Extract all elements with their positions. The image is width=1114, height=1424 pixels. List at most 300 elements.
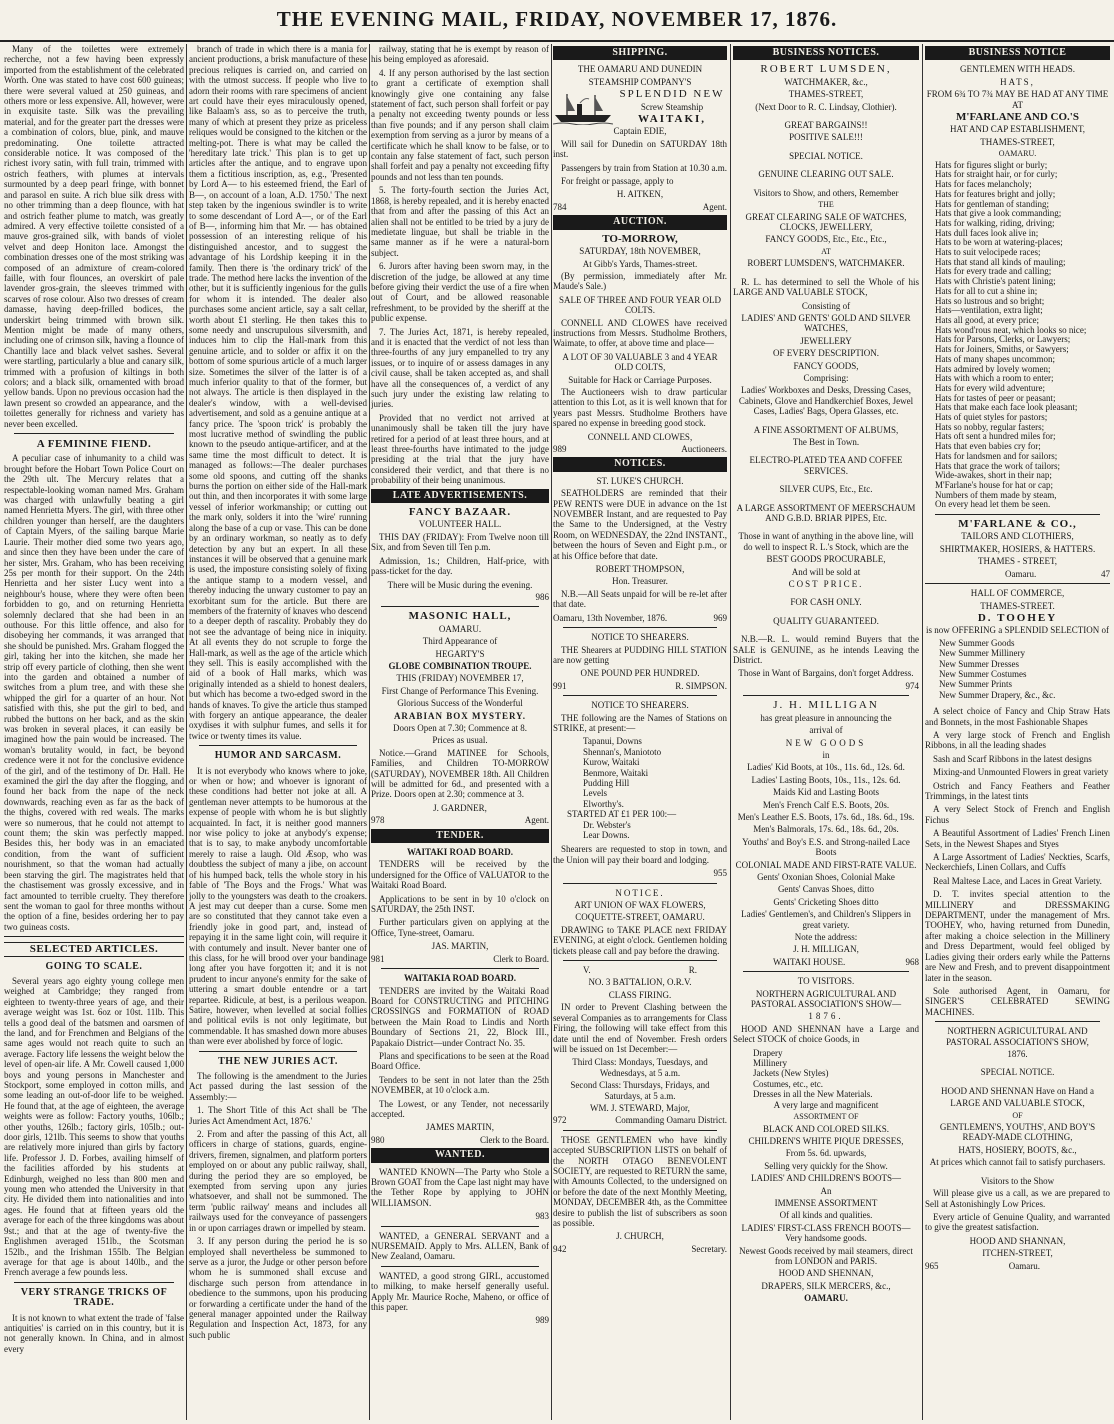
art-union-text: DRAWING to TAKE PLACE next FRIDAY EVENING, at eight o'clock. Gentlemen holding tickets please call and pay before the drawing. bbox=[553, 924, 727, 956]
thames-street: THAMES-STREET, bbox=[980, 136, 1055, 147]
feminine-fiend-article: A peculiar case of inhumanity to a child was brought before the Hobart Town Police Court on the 29th ult. The Mercury relates that a respectable-looking woman named Mrs. Graham was charged with unlawfully beating a girl named Henrietta Myers. The girl, with three other children younger than herself, are the daughters of Captain Myers, of the sailing barque Marie Laurie. Their mother died some two years ago, and since then they have been under the care of her sister, Mrs. Graham, who has been receiving 25s per month for their support. On the 24th Henrietta and her sister Lucy went into a neighbour's house, where they were often been forbidden to go, and on returning Henrietta solemnly declared that she had been in an outhouse. For this little offence, and also for disobeying her commands, it was arranged that she should be punished. Mrs. Graham flogged the girl, taking her into the kitchen, she made her strip off every particle of clothing, then she went into the garden and obtained a number of switches from a plum tree, and with these she whipped the girl for a quarter of an hour. Not satisfied with this, she put the girl to bed, and rubbed the buttons on her back, and as the skin was broken in several places, it can easily be imagined how the pain would be increased. The woman's brutality would, in fact, be beyond credence were it not for the conclusive evidence of the girl, and of the testimony of Dr. Hall. He examined the girl the day after the flogging, and found her back from the nape of the neck downwards, reaching even as far as the back of the thighs, covered with red weals. The marks were so numerous, that he could not attempt to count them; the skin was perfectly mapped. Besides this, her body was in an emaciated condition, from the want of sufficient nourishment, so that the woman had actually been starving the girl. The magistrates held that the chastisement was grossly excessive, and in fact amounted to terrible cruelty. They therefore sent the woman to gaol for three months without the option of a fine, besides ordering her to pay two guineas costs. bbox=[4, 453, 184, 932]
jewellery-line: JEWELLERY bbox=[800, 335, 852, 346]
feminine-fiend-heading: A FEMININE FIEND. bbox=[36, 438, 152, 451]
very-large: A very large and magnificent bbox=[773, 1099, 879, 1110]
thames-street-3: THAMES-STREET. bbox=[980, 600, 1055, 611]
masonic-line: Glorious Success of the Wonderful bbox=[397, 698, 523, 709]
class-firing-title: CLASS FIRING. bbox=[608, 989, 672, 1000]
hat-line: Hats that even babies cry for; bbox=[935, 441, 1041, 452]
hat-line: Hats that make each face look pleasant; bbox=[935, 402, 1078, 413]
hat-line: Hats to be worn at watering-places; bbox=[935, 237, 1063, 248]
hat-establishment: HAT AND CAP ESTABLISHMENT, bbox=[949, 124, 1086, 135]
ribbons: A very large stock of French and English Ribbons, in all the leading shades bbox=[925, 729, 1110, 751]
shearers2-note: Shearers are requested to stop in town, and the Union will pay their board and lodging. bbox=[553, 844, 727, 865]
vr-line bbox=[553, 965, 727, 975]
of-word: OF bbox=[1012, 1110, 1023, 1120]
linen-sets: A Beautiful Assortment of Ladies' French Linen Sets, in the Newest Shapes and Styes bbox=[925, 828, 1110, 849]
albums-best: The Best in Town. bbox=[792, 436, 860, 447]
humor-article: It is not everybody who knows where to joke, or when or how; and whoever is ignorant of these conditions had better not joke at all. A gentleman never attempts to be humorous at the expense of people with whom he is but slightly acquainted. In fact, it is neither good manners nor wise policy to joke at anybody's expense; that is to say, to make anybody uncomfortable merely to raise a laugh. Old Æsop, who was doubtless the subject of many a jibe, on account of his humped back, tells the whole story in his fable of 'The Boys and the Frogs.' What was jolly to the youngsters was death to the croakers. A jest may cut deeper than a curse. Some men are so constituted that they cannot take even a friendly joke in good part, and, instead of repaying it in the same light coin, will require it with contumely and insult. Never banter one of this class, for he will brood over your bandinage long after you have forgotten it; and it is not prudent to incur anyone's enmity for the sake of uttering a smart double entendre or a tart repartee. Ridicule, at best, is a perilous weapon. Satire, however, when levelled at social follies and political evils is not only legitimate, but commendable. It has smashed down more abuses than were ever abolished by force of logic. bbox=[189, 765, 367, 1047]
ad-number: 955 bbox=[713, 868, 727, 879]
waitakia-tender-text: Plans and specifications to be seen at the Road Board Office. bbox=[371, 1050, 549, 1072]
summer-list bbox=[925, 638, 1110, 700]
summer-item: New Summer Dresses bbox=[939, 658, 1019, 669]
northern-show: NORTHERN AGRICULTURAL AND PASTORAL ASSOCIATION'S SHOW— bbox=[750, 988, 902, 1010]
ad-number: 989 bbox=[553, 444, 567, 454]
waitakia-role: Clerk to the Board. bbox=[480, 1134, 549, 1145]
ad-number: 942 bbox=[553, 1243, 567, 1254]
hood-signature: HOOD AND SHENNAN, bbox=[778, 1268, 874, 1279]
shearers-signature: R. SIMPSON. bbox=[675, 680, 727, 691]
juries-proviso: Provided that no verdict not arrived at unanimously shall be taken till the jury have retired for a period of at least three hours, and at least three-fourths have intimated to the judge presiding at the trial that the jury have considered their verdict, and that there is no probability of their being unanimous. bbox=[371, 412, 549, 486]
readymade-clothing: GENTLEMEN'S, YOUTHS', AND BOY'S READY-MADE CLOTHING, bbox=[939, 1122, 1096, 1143]
hat-line: Hats so lustrous and so bright; bbox=[935, 295, 1045, 306]
hat-line: Hats for walking, riding, driving; bbox=[935, 217, 1055, 228]
going-to-scale-article: Several years ago eighty young college men weighed at Cambridge; they ranged from eighteen to twenty-three years of age, and their average weight was 1st. 6oz or 10st. 11lb. This tells a good deal of the batsmen and oarsmen of the land, and for Frenchmen and Belgians of the same ages would not reach quite to such an average. Factory life lessens the weight below the level of open-air life. A Mr. Cowell caused 1,000 boys and young persons in Manchester and Stockport, some employed in cotton mills, and some leading an out-of-door life to be weighed. He found that, at the age of eighteen, the average weights were as follow: Factory youths, 106lb.; other youths, 126lb.; factory girls, 105lb.; out-door girls, 121lb. This seems to show that youths are relatively more injured than girls by factory life. Professor J. D. Forbes, availing himself of the facilities afforded by his students at Edinburgh, weighed no less than 800 men and young men who attended the University in that city. He divided them into nationalities and into ages. He found that at fifteen years old the average for each of the three kingdoms was about 9st.; and that at the age of twenty-five the Englishmen averaged 151lb., the Scotsman 152lb., and the Irishman 155lb. The Belgian average for that age is about 140lb., and the French average a few pounds less. bbox=[4, 975, 184, 1278]
special-notice-2: SPECIAL NOTICE. bbox=[980, 1067, 1055, 1078]
column-rule bbox=[186, 44, 187, 1420]
immense-assortment: IMMENSE ASSORTMENT bbox=[774, 1198, 878, 1209]
divider bbox=[14, 1282, 174, 1283]
st-lukes-title: ST. LUKE'S CHURCH. bbox=[596, 475, 684, 486]
ship-captain: Captain EDIE, bbox=[613, 126, 667, 137]
juries-section-7: 7. The Juries Act, 1871, is hereby repealed, and it is enacted that the verdict of not less than three-fourths of any jury empanelled to try any issues, or to inquire of or assess damages in any civil cause, shall be taken accepted as, and shall have all the consequences of, a verdict of any such jury under the existing law relating to juries. bbox=[371, 326, 549, 410]
milligan-arrival: arrival of bbox=[809, 725, 843, 736]
station-item: Levels bbox=[583, 788, 607, 799]
vr-r: R. bbox=[688, 965, 697, 976]
auction-lot: A LOT OF 30 VALUABLE 3 and 4 YEAR OLD COLTS, bbox=[562, 351, 718, 373]
genuine-sale: GENUINE CLEARING OUT SALE. bbox=[758, 169, 894, 180]
hat-line: Hats for every wild adventure; bbox=[935, 382, 1045, 393]
hat-line: Hats for landsmen and for sailors; bbox=[935, 450, 1058, 461]
newspaper-title: THE EVENING MAIL, FRIDAY, NOVEMBER 17, 1876. bbox=[276, 7, 838, 31]
hat-line: Hats to suit velocipede races; bbox=[935, 247, 1041, 258]
ad-number: 784 bbox=[553, 201, 567, 212]
st-lukes-text: SEATHOLDERS are reminded that their PEW RENTS were DUE in advance on the 1st NOVEMBER Instant, and are requested to Pay the Same to the Undersigned, at the Vestry Room, on WEDNESDAY, the 22nd INSTANT., between the hours of Seven and Eight p.m., or at his Office before that date. bbox=[553, 488, 727, 561]
going-to-scale-heading: GOING TO SCALE. bbox=[45, 960, 143, 972]
masonic-mystery: ARABIAN BOX MYSTERY. bbox=[393, 710, 527, 721]
boot-item: Ladies' Lasting Boots, 10s., 11s., 12s. 6d. bbox=[751, 774, 901, 785]
hat-line: Hats admired by lovely women; bbox=[935, 363, 1051, 374]
feathers: Ostrich and Fancy Feathers and Feather Trimmings, in the latest tints bbox=[925, 780, 1110, 801]
bazaar-admission: Admission, 1s.; Children, Half-price, with pass-ticket for the day. bbox=[371, 555, 549, 577]
masonic-signature: J. GARDNER, bbox=[433, 802, 487, 813]
hat-line: Hats with which a room to enter; bbox=[935, 373, 1054, 384]
lumsden-next-door: (Next Door to R. C. Lindsay, Clothier). bbox=[755, 101, 897, 112]
ad-number: 983 bbox=[535, 1211, 549, 1222]
wanted-known-ad: WANTED KNOWN—The Party who Stole a Brown GOAT from the Cape last night may have the Tether Rope by applying to JOHN WILLIAMSON. bbox=[371, 1166, 549, 1208]
auction-role: Auctioneers. bbox=[681, 444, 727, 454]
column-rule bbox=[551, 44, 552, 1420]
colonial-made: COLONIAL MADE AND FIRST-RATE VALUE. bbox=[735, 859, 917, 870]
maltese-lace: Real Maltese Lace, and Laces in Great Variety. bbox=[933, 875, 1102, 886]
positive-sale: POSITIVE SALE!!! bbox=[789, 132, 863, 143]
bazaar-music: There will be Music during the evening. bbox=[387, 579, 533, 590]
hat-line: Hats wond'rous neat, which looks so nice; bbox=[935, 324, 1087, 335]
auction-text: CONNELL AND CLOWES have received instructions from Messrs. Studholme Brothers, Waimate, to offer, at above time and place— bbox=[553, 317, 727, 349]
milligan-announce: has great pleasure in announcing the bbox=[760, 712, 892, 723]
masonic-hall-title: MASONIC HALL, bbox=[408, 610, 512, 623]
divider bbox=[199, 745, 357, 746]
hat-line: Hats that grace the work of tailors; bbox=[935, 460, 1060, 471]
firing-text: IN order to Prevent Clashing between the several Companies as to arrangements for Class Firing, the following will take effect from this date until the end of November. Fresh orders will be issued on 1st December:— bbox=[553, 1002, 727, 1054]
divider bbox=[563, 960, 717, 961]
hat-line: Hats that stand all kinds of mauling; bbox=[935, 256, 1066, 267]
gentlemen-heads: GENTLEMEN WITH HEADS. bbox=[959, 64, 1076, 75]
hall-commerce: HALL OF COMMERCE, bbox=[970, 588, 1065, 599]
auction-heading: AUCTION. bbox=[553, 215, 727, 229]
business-notices-heading: BUSINESS NOTICES. bbox=[733, 46, 919, 60]
nb-note: N.B.—R. L. would remind Buyers that the SALE is GENUINE, as he intends Leaving the District. bbox=[733, 634, 919, 666]
toohey-name: D. TOOHEY bbox=[977, 611, 1058, 624]
shearers2-title: NOTICE TO SHEARERS. bbox=[591, 700, 689, 711]
hat-line: Hats that give a look commanding; bbox=[935, 208, 1062, 219]
mfarlane-co: M'FARLANE & CO., bbox=[958, 518, 1077, 531]
silver-cups: SILVER CUPS, Etc., Etc. bbox=[779, 484, 873, 495]
auction-place: At Gibb's Yards, Thames-street. bbox=[582, 258, 698, 269]
third-class: Third Class: Mondays, Tuesdays, and Wednesdays, at 5 a.m. bbox=[572, 1057, 708, 1078]
french-fichus: A very Select Stock of French and English Fichus bbox=[925, 804, 1110, 825]
want-bargains: Those in Want of Bargains, don't forget Address. bbox=[738, 668, 914, 679]
column-4 bbox=[553, 44, 727, 1420]
art-union-title: ART UNION OF WAX FLOWERS, bbox=[574, 900, 706, 911]
sold-at: And will be sold at bbox=[791, 566, 861, 577]
column-3 bbox=[371, 44, 549, 1420]
visitors-remember: Visitors to Show, and others, Remember bbox=[753, 187, 899, 198]
station-item: Benmore, Waitaki bbox=[583, 767, 649, 778]
auction-date: SATURDAY, 18th NOVEMBER, bbox=[579, 246, 701, 257]
st-lukes-role: Hon. Treasurer. bbox=[612, 576, 668, 587]
subscription-role: Secretary. bbox=[691, 1243, 727, 1254]
station-item: Shennan's, Maniototo bbox=[583, 746, 662, 757]
will-please: Will please give us a call, as we are prepared to Sell at Astonishingly Low Prices. bbox=[925, 1188, 1110, 1209]
waitaki-board-title: WAITAKI ROAD BOARD. bbox=[406, 847, 514, 858]
waitakia-board-title: WAITAKIA ROAD BOARD. bbox=[403, 973, 517, 984]
mfarlane-name: M'FARLANE AND CO.'S bbox=[956, 111, 1079, 124]
column-5 bbox=[733, 44, 919, 1420]
divider bbox=[935, 514, 1100, 515]
waitakia-signature: JAMES MARTIN, bbox=[426, 1122, 494, 1133]
tailors: TAILORS AND CLOTHIERS, bbox=[961, 531, 1074, 542]
battalion-title: NO. 3 BATTALION, O.R.V. bbox=[588, 977, 692, 988]
juries-section-3: 3. If any person during the period he is so employed shall nevertheless be summoned to serve as a juror, the Judge or other person before whom he is summoned shall excuse and discharge such person from attendance in obedience to the summons, upon his producing or forwarding a certificate under the hand of the general manager appointed under the Railway Regulation and Inspection Act, 1873, for any such public bbox=[189, 1236, 367, 1340]
summer-item: New Summer Goods bbox=[939, 637, 1015, 648]
ad-number: 47 bbox=[1101, 568, 1110, 579]
oamaru-2: Oamaru. bbox=[1005, 568, 1037, 579]
show-year-2: 1876. bbox=[1007, 1048, 1028, 1059]
wanted-servant-ad: WANTED, a GENERAL SERVANT and a NURSEMAID. Apply to Mrs. ALLEN, Bank of New Zealand, Oamaru. bbox=[371, 1230, 549, 1262]
ship-sail: Will sail for Dunedin on SATURDAY 18th inst. bbox=[553, 138, 727, 160]
boots-ladies: LADIES' AND CHILDREN'S BOOTS— bbox=[751, 1173, 901, 1184]
column-2 bbox=[189, 44, 367, 1420]
note-address: Note the address: bbox=[794, 932, 858, 942]
waitaki-signature: JAS. MARTIN, bbox=[431, 941, 489, 952]
strange-tricks-article: It is not known to what extent the trade of 'false antiquities' is carried on in this country, but it is not generally known. In China, and in almost every bbox=[4, 1312, 184, 1354]
bazaar-hall: VOLUNTEER HALL. bbox=[418, 519, 502, 530]
ship-signature: H. AITKEN, bbox=[616, 189, 664, 200]
waitakia-tender-text: The Lowest, or any Tender, not necessarily accepted. bbox=[371, 1098, 549, 1119]
started-item: Dr. Webster's bbox=[583, 819, 631, 830]
strange-tricks-heading: VERY STRANGE TRICKS OF TRADE. bbox=[20, 1286, 168, 1309]
french-boots: LADIES' FIRST-CLASS FRENCH BOOTS—Very handsome goods. bbox=[741, 1222, 911, 1244]
juries-section-5: 5. The forty-fourth section the Juries Act, 1868, is hereby repealed, and it is hereby enacted that from and after the passing of this Act an alien shall not be entitled to be tried by a jury de medietate linguae, but shall be triable in the same manner as if he were a natural-born subject. bbox=[371, 185, 549, 258]
in-word: in bbox=[822, 749, 830, 760]
juries-section-4: 4. If any person authorised by the last section to grant a certificate of exemption shall knowingly give one containing any false statement of fact, such person shall forfeit or pay a penalty not exceeding twenty pounds or less than five pounds; and if any person shall claim exemption from serving as a juror by means of a certificate which he shall know to be false, or to contain any false statement of fact, such person shall forfeit and pay a penalty not exceeding fifty pounds and not less than ten pounds. bbox=[371, 67, 549, 182]
lumsden-trade: WATCHMAKER, &c., bbox=[784, 76, 868, 87]
hat-line: Hats for every trade and calling; bbox=[935, 266, 1052, 277]
ad-number: 974 bbox=[905, 680, 919, 691]
column-rule bbox=[730, 44, 731, 1420]
boot-item: Ladies' Kid Boots, at 10s., 11s. 6d., 12s. 6d. bbox=[747, 762, 905, 773]
steamship-icon bbox=[553, 91, 613, 125]
great-clearing-sale: GREAT CLEARING SALE OF WATCHES, CLOCKS, JEWELLERY, bbox=[745, 211, 907, 232]
slipper-item: Gents' Canvas Shoes, ditto bbox=[777, 884, 875, 895]
notices-heading: NOTICES. bbox=[553, 457, 727, 471]
hats-list bbox=[925, 161, 1110, 510]
shearers-title: NOTICE TO SHEARERS. bbox=[591, 632, 689, 643]
column-1 bbox=[4, 44, 184, 1420]
lumsden-shop: ROBERT LUMSDEN'S, WATCHMAKER. bbox=[747, 258, 905, 269]
the-word: THE bbox=[818, 200, 834, 210]
drapery-item: Dresses in all the New Materials. bbox=[753, 1089, 873, 1100]
hood2-signature: HOOD AND SHANNAN, bbox=[969, 1235, 1066, 1246]
auction-suitable: Suitable for Hack or Carriage Purposes. bbox=[568, 374, 712, 385]
ad-number: 980 bbox=[371, 1134, 385, 1145]
art-union-address: COQUETTE-STREET, OAMARU. bbox=[575, 912, 705, 923]
newest-goods: Newest Goods received by mail steamers, direct from LONDON and PARIS. bbox=[739, 1245, 913, 1267]
pique-dresses: CHILDREN'S WHITE PIQUE DRESSES, bbox=[748, 1136, 904, 1146]
meerschaum-pipes: A LARGE ASSORTMENT OF MEERSCHAUM AND G.B.D. BRIAR PIPES, Etc. bbox=[736, 502, 916, 523]
station-item: Kurow, Waitaki bbox=[583, 757, 640, 768]
to-visitors: TO VISITORS. bbox=[797, 976, 855, 987]
divider bbox=[381, 606, 539, 607]
drapery-item: Drapery bbox=[753, 1047, 783, 1058]
great-bargains: GREAT BARGAINS!! bbox=[784, 120, 868, 131]
hat-line: Hats for features bright and jolly; bbox=[935, 188, 1056, 199]
business-notice-heading: BUSINESS NOTICE bbox=[925, 46, 1110, 60]
toilettes-article: Many of the toilettes were extremely recherche, not a few having been expressly imported from the establishment of the celebrated Worth. One was stated to have cost 600 guineas; there were several valued at 250 guineas, and others more or less expensive. All, however, were in exquisite taste. Silk was the prevailing material, and for the greater part the dresses were a combination of colors, blue, pink, and mauve predominating. One toilette attracted considerable notice. It was composed of the richest ivory satin, with full train, trimmed with ostrich feathers, with plumes at intervals surmounted by a deep pearl fringe, with bonnet and parasol en suite. A rich blue silk dress with no other trimming than a deep flounce, with hat and ostrich feather plume to match, was greatly admired. A very effective toilette consisted of a mauve gros-grained silk, with bands of violet velvet and deep Honiton lace. Amongst the combination dresses one of the most striking was composed of an admixture of cream-colored faille, with four flounces, an overskirt of pale lavender gros-grain, the sleeves trimmed with scarves of rose colour. Also two dresses of cream damasse, having deep-frilled bodices, the underskirt being trimmed with brown silk. Mention might be made of many others, including one of crimson silk, having a flounce of Chantilly lace and black velvet sashes. Several were startling, particularly a blue and canary silk, trimmed with a profusion of kiltings in both colors; and a black silk, ornamented with broad yellow bands. Upon no previous occasion had the lawn present so crowded an appearance, and the toilettes generally for richness and variety has never been excelled. bbox=[4, 44, 184, 429]
milligan-name: J. H. MILLIGAN bbox=[773, 699, 879, 712]
divider bbox=[563, 883, 717, 884]
northern-show-2: NORTHERN AGRICULTURAL AND PASTORAL ASSOCIATION'S SHOW, bbox=[946, 1026, 1089, 1047]
drapery-list bbox=[733, 1048, 919, 1100]
hat-line: Numbers of them made by steam, bbox=[935, 489, 1057, 500]
hat-line: Hats for Parsons, Clerks, or Lawyers; bbox=[935, 334, 1071, 345]
hat-line: Hats for Joiners, Smiths, or Sawyers; bbox=[935, 344, 1069, 355]
boot-item: Youths' and Boy's E.S. and Strong-nailed Lace Boots bbox=[742, 836, 910, 858]
wanted-heading: WANTED. bbox=[371, 1148, 549, 1162]
summer-item: New Summer Drapery, &c., &c. bbox=[939, 689, 1056, 700]
toohey-offering: is now OFFERING a SPLENDID SELECTION of bbox=[926, 625, 1109, 636]
juries-intro: The following is the amendment to the Juries Act passed during the last session of the Assembly:— bbox=[189, 1071, 367, 1102]
hat-line: Hats for figures slight or burly; bbox=[935, 159, 1048, 170]
prices-satisfy: At prices which cannot fail to satisfy purchasers. bbox=[929, 1157, 1106, 1168]
slippers-list bbox=[733, 872, 919, 930]
singer-agent: Sole authorised Agent, in Oamaru, for SINGER'S CELEBRATED SEWING MACHINES. bbox=[925, 985, 1110, 1017]
hood-role: DRAPERS, SILK MERCERS, &c., bbox=[761, 1280, 891, 1291]
summer-item: New Summer Millinery bbox=[939, 648, 1025, 659]
watches-line: LADIES' AND GENTS' GOLD AND SILVER WATCHES, bbox=[741, 312, 911, 334]
boot-item: Men's Balmorals, 17s. 6d., 18s. 6d., 20s. bbox=[753, 824, 899, 835]
auction-permission: (By permission, immediately after Mr. Maude's Sale.) bbox=[553, 270, 727, 292]
pique-price: From 5s. 6d. upwards, bbox=[785, 1148, 867, 1159]
tender-heading: TENDER. bbox=[371, 829, 549, 843]
waitakia-tender-text: TENDERS are invited by the Waitaki Road Board for CONSTRUCTING and PITCHING CROSSINGS and FORMATION of ROAD between the Main Road to Lindis and North Boundary of Sections 21, 22, Block III., Papakaio District—under Contract No. 35. bbox=[371, 985, 549, 1048]
masonic-line: Prices as usual. bbox=[432, 735, 488, 746]
best-goods: BEST GOODS PROCURABLE, bbox=[766, 554, 886, 565]
boot-item: Maids Kid and Lasting Boots bbox=[773, 787, 879, 798]
every-description: OF EVERY DESCRIPTION. bbox=[773, 348, 879, 359]
rl-stock-text: R. L. has determined to sell the Whole of his LARGE AND VALUABLE STOCK, bbox=[733, 276, 919, 298]
neckties: A Large Assortment of Ladies' Neckties, Scarfs, Neckerchiefs, Linen Collars, and Cuffs bbox=[925, 852, 1110, 873]
pique-sell: Selling very quickly for the Show. bbox=[764, 1160, 888, 1171]
divider bbox=[14, 433, 174, 434]
ad-number: 991 bbox=[553, 680, 567, 691]
show-year: 1876. bbox=[808, 1011, 844, 1022]
ship-screw: Screw Steamship bbox=[640, 101, 704, 112]
quality-guaranteed: QUALITY GUARANTEED. bbox=[773, 615, 879, 626]
bazaar-title: FANCY BAZAAR. bbox=[408, 506, 512, 519]
ship-name: WAITAKI, bbox=[637, 113, 707, 126]
ad-number: 968 bbox=[905, 956, 919, 967]
boots-list bbox=[733, 762, 919, 857]
divider bbox=[381, 968, 539, 969]
stations-list bbox=[553, 736, 727, 809]
ad-number: 978 bbox=[371, 815, 385, 826]
hood-city: OAMARU. bbox=[804, 1293, 848, 1304]
new-goods: NEW GOODS bbox=[785, 737, 867, 748]
ship-company: STEAMSHIP COMPANY'S bbox=[588, 76, 692, 87]
hat-line: Hats for straight hair, or for curly; bbox=[935, 169, 1058, 180]
black-colored-silks: BLACK AND COLORED SILKS. bbox=[762, 1123, 889, 1134]
waitaki-tender-text: Further particulars given on applying at the Office, Tyne-street, Oamaru. bbox=[371, 917, 549, 938]
hat-line: Hats for tastes of peer or peasant; bbox=[935, 392, 1056, 403]
hat-line: Hats dull faces look alive in; bbox=[935, 227, 1039, 238]
lumsden-street: THAMES-STREET, bbox=[788, 89, 864, 100]
divider bbox=[743, 971, 909, 972]
slipper-item: Gents' Oxonian Shoes, Colonial Make bbox=[757, 871, 895, 882]
an-word: An bbox=[820, 1185, 832, 1196]
auction-signature: CONNELL AND CLOWES, bbox=[587, 431, 693, 442]
column-rule bbox=[922, 44, 923, 1420]
comprising: Comprising: bbox=[803, 372, 849, 383]
masonic-agent: Agent. bbox=[524, 815, 549, 826]
hats-hosiery: HATS, HOSIERY, BOOTS, &c., bbox=[958, 1144, 1077, 1155]
straw-hats: A select choice of Fancy and Chip Straw Hats and Bonnets, in the most Fashionable Shapes bbox=[925, 706, 1110, 727]
flowers: Mixing-and Unmounted Flowers in great variety bbox=[933, 767, 1109, 778]
ad-number: 969 bbox=[713, 612, 727, 623]
ship-agent: Agent. bbox=[702, 201, 727, 212]
masonic-line: First Change of Performance This Evening. bbox=[381, 685, 539, 696]
divider bbox=[199, 1051, 357, 1052]
divider bbox=[935, 1021, 1100, 1022]
divider bbox=[381, 1226, 539, 1227]
boot-item: Men's French Calf E.S. Boots, 20s. bbox=[762, 799, 890, 810]
hats-title: HATS, bbox=[1000, 76, 1035, 87]
hat-line: Wide-awakes, short in their nap; bbox=[935, 470, 1052, 481]
juries-section-2: 2. From and after the passing of this Act, all officers in charge of stations, guards, engine-drivers, firemen, signalmen, and platform porters employed on or about any public railway, shall, during the period they are so employed, be exempted from serving upon any juries whatsoever, and shall not be summoned. The term 'public railway' means and includes all railways used for the conveyance of passengers in or upon carriages drawn or impelled by steam. bbox=[189, 1129, 367, 1233]
shearers-text: THE Shearers at PUDDING HILL STATION are now getting bbox=[553, 644, 727, 665]
divider bbox=[563, 1130, 717, 1131]
large-stock: LARGE AND VALUABLE STOCK, bbox=[950, 1098, 1085, 1109]
every-article: Every article of Genuine Quality, and warranted to give the greatest satisfaction. bbox=[925, 1211, 1110, 1233]
drapery-item: Millinery bbox=[753, 1058, 787, 1069]
waitakia-tender-text: Tenders to be sent in not later than the 25th NOVEMBER, at 10 o'clock a.m. bbox=[371, 1074, 549, 1096]
station-item: Elworthy's. bbox=[583, 798, 624, 809]
hat-line: Hats with Christie's patent lining; bbox=[935, 276, 1056, 287]
started-list bbox=[553, 820, 727, 841]
hat-line: Hats of quiet styles for pastors; bbox=[935, 412, 1048, 423]
masthead bbox=[0, 0, 1114, 42]
auction-note: The Auctioneers wish to draw particular attention to this Lot, as it is well known that for years past Messrs. Studholme Brothers have spared no expense in breeding good stock. bbox=[553, 386, 727, 429]
milligan-address: J. H. MILLIGAN, bbox=[793, 944, 859, 955]
masonic-date: THIS (FRIDAY) NOVEMBER 17, bbox=[396, 673, 524, 684]
hat-line: Hats so nobby, regular fasters; bbox=[935, 421, 1045, 432]
hood-stock-text: HOOD AND SHENNAN have a Large and Select STOCK of choice Goods, in bbox=[733, 1023, 919, 1045]
ad-number: 989 bbox=[535, 1315, 549, 1326]
slipper-item: Gents' Cricketing Shoes ditto bbox=[773, 896, 879, 907]
hat-line: Hats for gentleman of standing; bbox=[935, 198, 1049, 209]
hats-price: FROM 6¾ TO 7¾ MAY BE HAD AT ANY TIME AT bbox=[926, 89, 1109, 110]
subscription-notice: THOSE GENTLEMEN who have kindly accepted SUBSCRIPTION LISTS on behalf of the NORTH OTAGO BENEVOLENT SOCIETY, are requested to RETURN the same, with Amounts Collected, to the undersigned on or before the date of the next Monthly Meeting, MONDAY, DECEMBER 4th, as the Committee desire to publish the list of subscribers as soon as possible. bbox=[553, 1134, 727, 1228]
masonic-troupe: GLOBE COMBINATION TROUPE. bbox=[388, 660, 532, 671]
notice-title: NOTICE. bbox=[615, 887, 665, 898]
ship-train: Passengers by train from Station at 10.30 a.m. bbox=[561, 162, 727, 173]
fancy-goods: FANCY GOODS, bbox=[793, 360, 859, 371]
shirtmaker: SHIRTMAKER, HOSIERS, & HATTERS. bbox=[939, 543, 1096, 554]
masonic-line: Third Appearance of bbox=[422, 636, 498, 647]
oamaru: OAMARU. bbox=[998, 149, 1037, 159]
started-heading: STARTED AT £1 PER 100:— bbox=[567, 809, 677, 820]
those-in-want: Those in want of anything in the above line, will do well to inspect R. L.'s Stock, which are the bbox=[738, 531, 914, 552]
shearers-pay: ONE POUND PER HUNDRED. bbox=[580, 668, 700, 679]
divider bbox=[563, 695, 717, 696]
auction-sale: SALE OF THREE AND FOUR YEAR OLD COLTS. bbox=[558, 294, 721, 316]
waitaki-role: Clerk to Board. bbox=[493, 953, 549, 964]
st-lukes-date: Oamaru, 13th November, 1876. bbox=[553, 612, 668, 623]
boot-item: Men's Leather E.S. Boots, 17s. 6d., 18s. 6d., 19s. bbox=[737, 811, 915, 822]
divider bbox=[925, 583, 1110, 584]
divider bbox=[4, 936, 184, 937]
subscription-signature: J. CHURCH, bbox=[616, 1231, 664, 1242]
all-kinds: Of all kinds and qualities. bbox=[779, 1210, 873, 1221]
hat-line: M'Farlane's house for hat or cap; bbox=[935, 479, 1053, 490]
station-item: Tapanui, Downs bbox=[583, 736, 642, 747]
masonic-line: HEGARTY'S bbox=[435, 648, 485, 659]
juries-heading: THE NEW JURIES ACT. bbox=[218, 1055, 338, 1067]
firing-role: Commanding Oamaru District. bbox=[615, 1115, 727, 1126]
juries-continued: railway, stating that he is exempt by reason of his being employed as aforesaid. bbox=[371, 44, 549, 65]
assortment-of: ASSORTMENT OF bbox=[793, 1112, 859, 1122]
fancy-goods-etc: FANCY GOODS, Etc., Etc., Etc., bbox=[765, 234, 887, 245]
thames-street-2: THAMES - STREET, bbox=[977, 556, 1058, 567]
ad-number: 965 bbox=[925, 1260, 939, 1271]
hat-line: On every head let them be seen. bbox=[935, 499, 1051, 510]
station-item: Pudding Hill bbox=[583, 777, 630, 788]
cost-price: COST PRICE. bbox=[788, 579, 864, 590]
at-word: AT bbox=[821, 246, 831, 256]
consisting-of: Consisting of bbox=[801, 300, 851, 311]
slipper-item: Ladies' Gentlemen's, and Children's Slippers in great variety. bbox=[741, 909, 911, 930]
firing-signature: WM. J. STEWARD, Major, bbox=[590, 1102, 690, 1113]
itchen-street: ITCHEN-STREET, bbox=[982, 1248, 1053, 1259]
special-notice: SPECIAL NOTICE. bbox=[789, 150, 863, 161]
second-class: Second Class: Thursdays, Fridays, and Saturdays, at 5 a.m. bbox=[570, 1080, 710, 1101]
humor-heading: HUMOR AND SARCASM. bbox=[214, 750, 342, 762]
hat-line: Hats all good, at every price; bbox=[935, 315, 1039, 325]
drapery-item: Jackets (New Styles) bbox=[753, 1068, 829, 1079]
wanted-girl-ad: WANTED, a good strong GIRL, accustomed to milking, to make herself generally useful. Apply Mr. Maurice Roche, Maheno, or office of this paper. bbox=[371, 1270, 549, 1313]
column-6 bbox=[925, 44, 1110, 1420]
